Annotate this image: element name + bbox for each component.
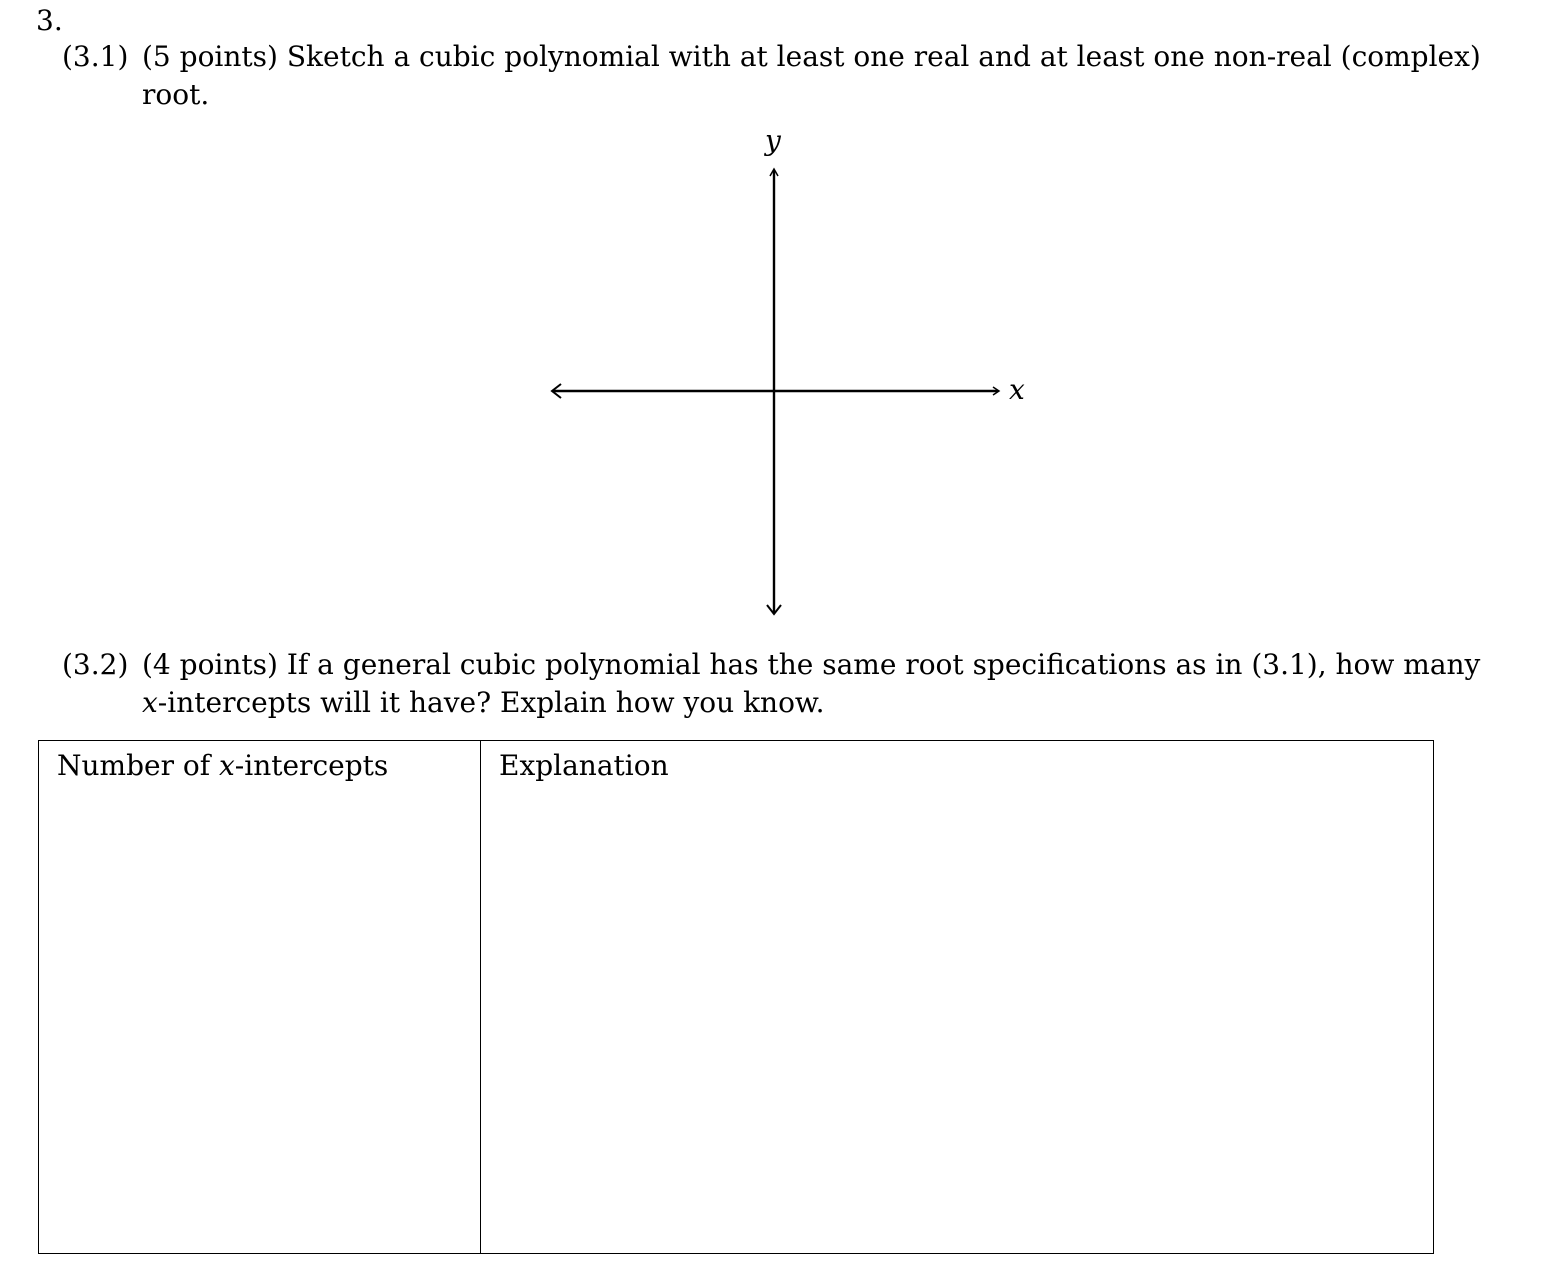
number-of-intercepts-header [57, 747, 388, 785]
part-3-2-text-line1: (4 points) If a general cubic polynomial has the same root specifications as in (3.1), how many [142, 648, 1481, 681]
y-axis-label: y [765, 124, 781, 157]
explanation-cell[interactable] [481, 741, 1433, 1253]
header-suffix: -intercepts [234, 749, 389, 782]
number-of-intercepts-cell[interactable] [39, 741, 481, 1253]
x-axis-label: x [1009, 373, 1025, 406]
part-3-2-text-line2-rest: -intercepts will it have? Explain how you know. [157, 686, 825, 719]
part-3-1-text-line1: (5 points) Sketch a cubic polynomial with at least one real and at least one non-real (complex) [142, 40, 1481, 73]
explanation-header: Explanation [499, 749, 669, 782]
part-3-1-label: (3.1) [62, 40, 129, 73]
header-prefix: Number of [57, 749, 219, 782]
x-variable: x [142, 686, 158, 719]
part-3-2-text-line2 [142, 684, 824, 722]
part-3-1-text-line2: root. [142, 78, 210, 111]
header-x-variable: x [218, 749, 235, 782]
problem-number: 3. [36, 4, 63, 37]
answer-table [38, 740, 1434, 1254]
part-3-2-label: (3.2) [62, 648, 129, 681]
